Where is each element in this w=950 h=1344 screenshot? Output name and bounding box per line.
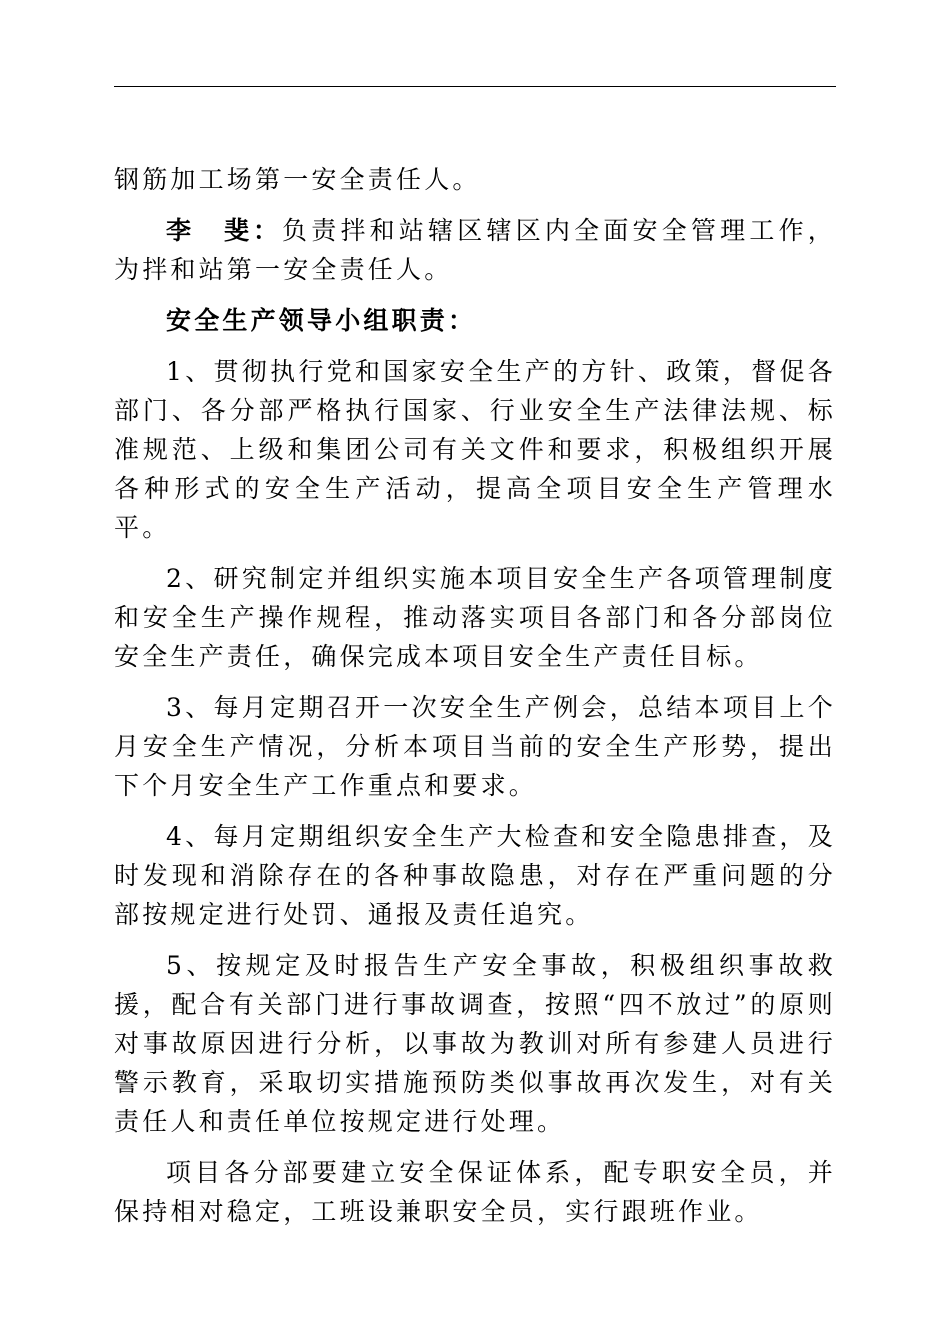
paragraph-continuation: 钢筋加工场第一安全责任人。 — [114, 165, 481, 194]
responsibility-text: 负责拌和站辖区辖区内全面安全管理工作，为拌和站第一安全责任人。 — [114, 216, 836, 284]
section-heading-text: 安全生产领导小组职责： — [166, 306, 477, 335]
paragraph-responsibility-li-fei — [114, 211, 836, 289]
header-rule — [114, 86, 836, 87]
duty-item-3: 3、每月定期召开一次安全生产例会，总结本项目上个月安全生产情况，分析本项目当前的安全生产形势，提出下个月安全生产工作重点和要求。 — [114, 693, 836, 800]
duty-item-2: 2、研究制定并组织实施本项目安全生产各项管理制度和安全生产操作规程，推动落实项目各部门和各分部岗位安全生产责任，确保完成本项目安全生产责任目标。 — [114, 564, 836, 671]
section-heading — [114, 301, 836, 340]
document-body — [114, 160, 836, 1243]
person-name: 李 斐： — [166, 216, 283, 245]
duty-item-1: 1、贯彻执行党和国家安全生产的方针、政策，督促各部门、各分部严格执行国家、行业安全生产法律法规、标准规范、上级和集团公司有关文件和要求，积极组织开展各种形式的安全生产活动，提高全项目安全生产管理水平。 — [114, 357, 836, 542]
duty-item-5: 5、按规定及时报告生产安全事故，积极组织事故救援，配合有关部门进行事故调查，按照“四不放过”的原则对事故原因进行分析，以事故为教训对所有参建人员进行警示教育，采取切实措施预防类似事故再次发生，对有关责任人和责任单位按规定进行处理。 — [114, 951, 836, 1136]
duty-item-4: 4、每月定期组织安全生产大检查和安全隐患排查，及时发现和消除存在的各种事故隐患，对存在严重问题的分部按规定进行处罚、通报及责任追究。 — [114, 822, 836, 929]
closing-paragraph: 项目各分部要建立安全保证体系，配专职安全员，并保持相对稳定，工班设兼职安全员，实行跟班作业。 — [114, 1158, 836, 1226]
